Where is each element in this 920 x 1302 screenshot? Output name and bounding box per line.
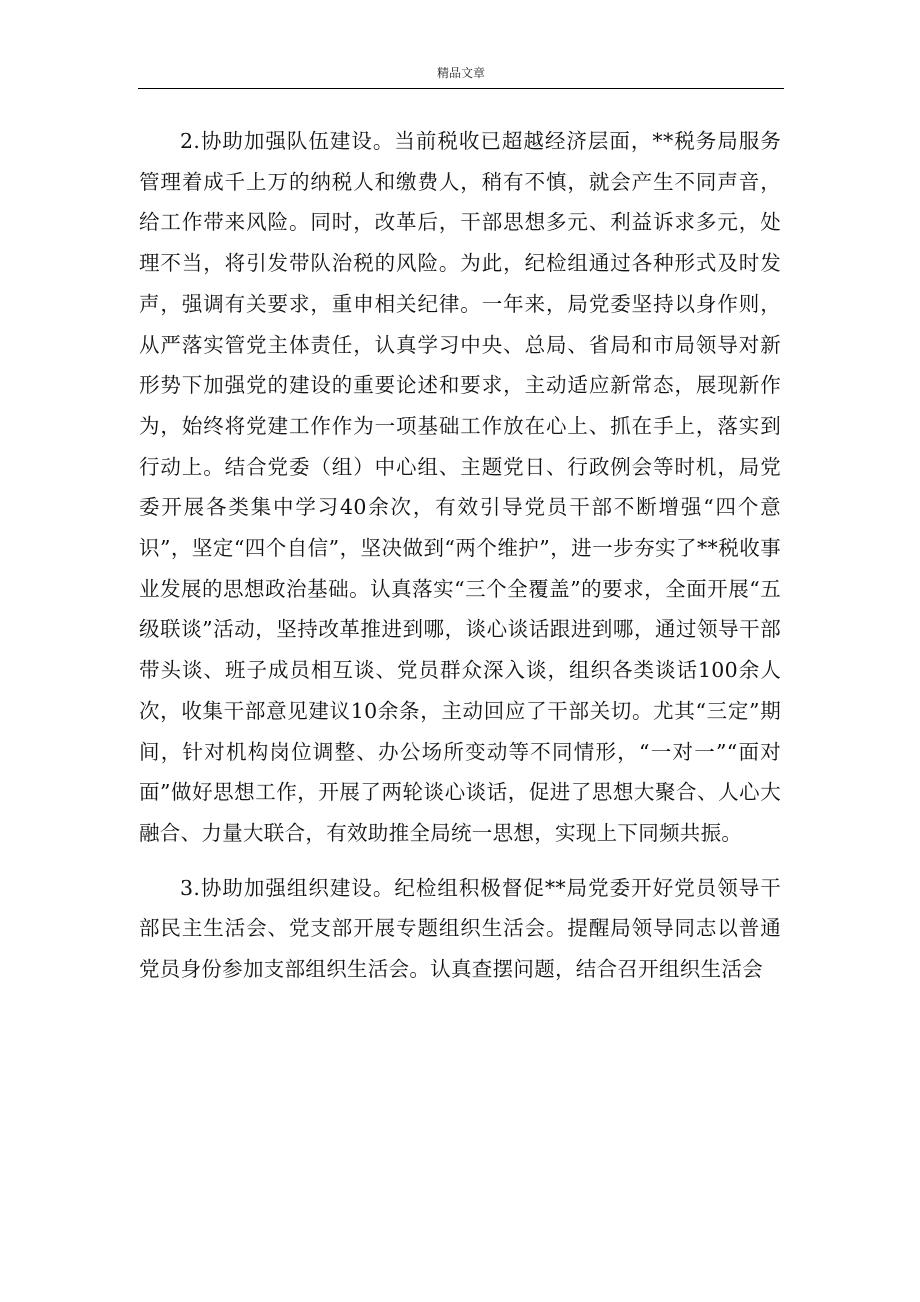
paragraph-organization-building: 3.协助加强组织建设。纪检组积极督促**局党委开好党员领导干部民主生活会、党支部开展专题组织生活会。提醒局领导同志以普通党员身份参加支部组织生活会。认真查摆问题，结合召开组织生活会 [139, 875, 781, 982]
page-header [138, 60, 784, 89]
paragraph-team-building: 2.协助加强队伍建设。当前税收已超越经济层面，**税务局服务管理着成千上万的纳税人和缴费人，稍有不慎，就会产生不同声音，给工作带来风险。同时，改革后，干部思想多元、利益诉求多元，处理不当，将引发带队治税的风险。为此，纪检组通过各种形式及时发声，强调有关要求，重申相关纪律。一年来，局党委坚持以身作则，从严落实管党主体责任，认真学习中央、总局、省局和市局领导对新形势下加强党的建设的重要论述和要求，主动适应新常态，展现新作为，始终将党建工作作为一项基础工作放在心上、抓在手上，落实到行动上。结合党委（组）中心组、主题党日、行政例会等时机，局党委开展各类集中学习40余次，有效引导党员干部不断增强“四个意识”，坚定“四个自信”，坚决做到“两个维护”，进一步夯实了**税收事业发展的思想政治基础。认真落实“三个全覆盖”的要求，全面开展“五级联谈”活动，坚持改革推进到哪，谈心谈话跟进到哪，通过领导干部带头谈、班子成员相互谈、党员群众深入谈，组织各类谈话100余人次，收集干部意见建议10余条，主动回应了干部关切。尤其“三定”期间，针对机构岗位调整、办公场所变动等不同情形，“一对一”“面对面”做好思想工作，开展了两轮谈心谈话，促进了思想大聚合、人心大融合、力量大联合，有效助推全局统一思想，实现上下同频共振。 [139, 129, 781, 845]
header-title: 精品文章 [436, 66, 485, 80]
document-body [139, 121, 781, 990]
